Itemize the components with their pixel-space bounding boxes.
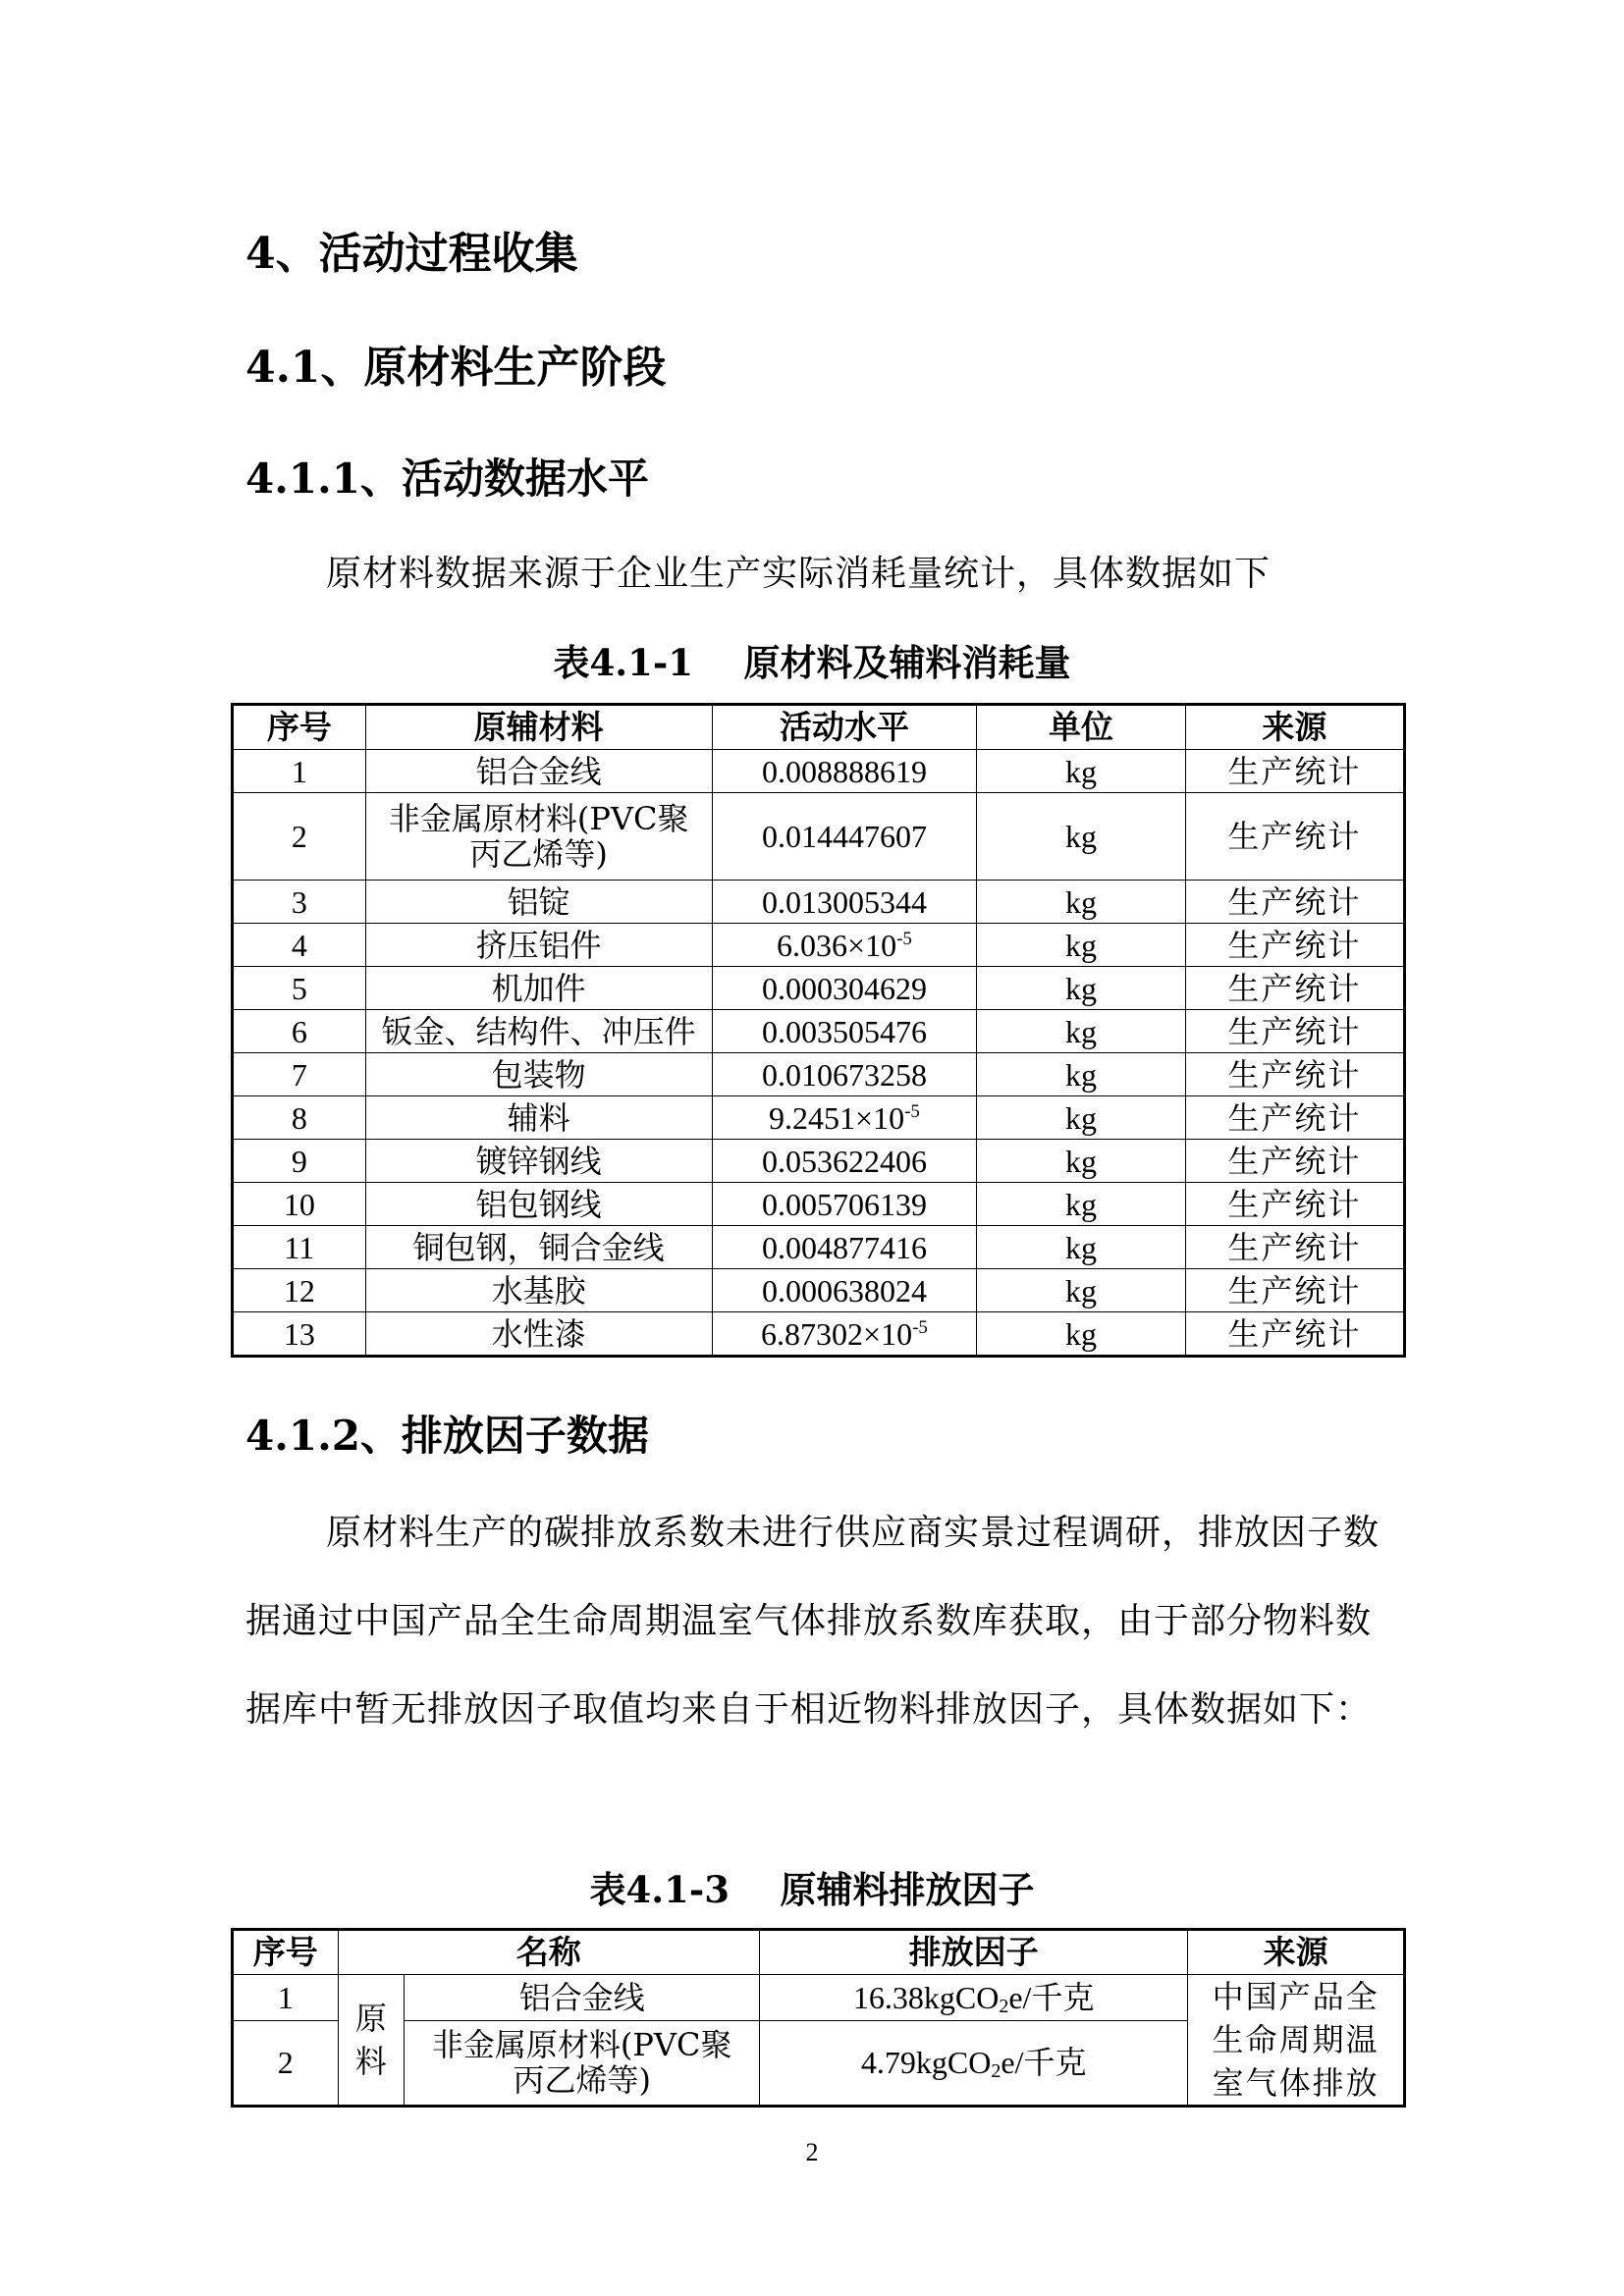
unit: kg [977, 924, 1185, 967]
unit: kg [977, 1010, 1185, 1053]
table-row [233, 1183, 1405, 1226]
material-name: 铝包钢线 [365, 1183, 712, 1226]
unit: kg [977, 1183, 1185, 1226]
table1-caption: 表4.1-1 原材料及辅料消耗量 [553, 641, 1071, 684]
emission-factor: 16.38kgCO$_2$e/千克 [760, 1975, 1188, 2021]
row-number: 1 [233, 750, 366, 793]
header-cell: 序号 [233, 1930, 339, 1975]
material-name: 挤压铝件 [365, 924, 712, 967]
source: 生产统计 [1185, 1183, 1404, 1226]
unit: kg [977, 1226, 1185, 1269]
material-name: 非金属原材料(PVC聚丙乙烯等) [405, 2020, 760, 2106]
section-heading: 4、活动过程收集 [245, 229, 578, 279]
table-row [233, 1010, 1405, 1053]
source: 生产统计 [1185, 1312, 1404, 1357]
activity-value: 0.053622406 [712, 1140, 977, 1183]
table-row [233, 1975, 1405, 2021]
header-cell: 活动水平 [712, 705, 977, 750]
source: 生产统计 [1185, 1140, 1404, 1183]
material-name: 铝锭 [365, 881, 712, 924]
table-row [233, 1226, 1405, 1269]
row-number: 9 [233, 1140, 366, 1183]
unit: kg [977, 1312, 1185, 1357]
table-header-row [233, 1930, 1405, 1975]
unit: kg [977, 1096, 1185, 1140]
activity-value: 0.014447607 [712, 793, 977, 881]
source: 生产统计 [1185, 1010, 1404, 1053]
activity-value: $6.87302\times 10^{-5}$ [712, 1312, 977, 1357]
source-cell [1188, 1975, 1405, 2107]
row-number: 7 [233, 1053, 366, 1096]
table-row [233, 967, 1405, 1010]
header-cell: 来源 [1188, 1930, 1405, 1975]
source: 生产统计 [1185, 1269, 1404, 1312]
activity-value: 0.008888619 [712, 750, 977, 793]
source: 生产统计 [1185, 924, 1404, 967]
activity-value: 0.004877416 [712, 1226, 977, 1269]
paragraph-activity-data: 原材料数据来源于企业生产实际消耗量统计，具体数据如下 [326, 554, 1272, 594]
activity-value: 0.000638024 [712, 1269, 977, 1312]
header-cell: 原辅材料 [365, 705, 712, 750]
category-label: 原料 [354, 2000, 387, 2080]
source: 生产统计 [1185, 1053, 1404, 1096]
table-row [233, 1053, 1405, 1096]
material-name: 铜包钢，铜合金线 [365, 1226, 712, 1269]
material-name: 水性漆 [365, 1312, 712, 1357]
row-number: 5 [233, 967, 366, 1010]
subsubsection-heading-activity: 4.1.1、活动数据水平 [245, 454, 649, 503]
activity-value: 0.005706139 [712, 1183, 977, 1226]
unit: kg [977, 1140, 1185, 1183]
table2-caption: 表4.1-3 原辅料排放因子 [589, 1868, 1035, 1911]
unit: kg [977, 881, 1185, 924]
unit: kg [977, 1053, 1185, 1096]
row-number: 2 [233, 793, 366, 881]
header-cell: 排放因子 [760, 1930, 1188, 1975]
material-name: 机加件 [365, 967, 712, 1010]
row-number: 11 [233, 1226, 366, 1269]
page-number: 2 [805, 2138, 819, 2166]
row-number: 8 [233, 1096, 366, 1140]
header-cell: 序号 [233, 705, 366, 750]
header-cell: 来源 [1185, 705, 1404, 750]
row-number: 2 [233, 2020, 339, 2106]
table-row [233, 924, 1405, 967]
source: 生产统计 [1185, 881, 1404, 924]
material-name: 钣金、结构件、冲压件 [365, 1010, 712, 1053]
source-label: 中国产品全生命周期温室气体排放 [1212, 1978, 1380, 2102]
table-header-row [233, 705, 1405, 750]
material-name: 镀锌钢线 [365, 1140, 712, 1183]
subsection-heading: 4.1、原材料生产阶段 [245, 343, 667, 393]
material-name: 包装物 [365, 1053, 712, 1096]
unit: kg [977, 793, 1185, 881]
source: 生产统计 [1185, 793, 1404, 881]
activity-value: 0.010673258 [712, 1053, 977, 1096]
activity-value: 0.013005344 [712, 881, 977, 924]
table-row [233, 750, 1405, 793]
source: 生产统计 [1185, 750, 1404, 793]
activity-value: 0.003505476 [712, 1010, 977, 1053]
header-cell: 名称 [338, 1930, 760, 1975]
material-name: 非金属原材料(PVC聚丙乙烯等) [365, 793, 712, 881]
row-number: 10 [233, 1183, 366, 1226]
source: 生产统计 [1185, 1096, 1404, 1140]
source: 生产统计 [1185, 1226, 1404, 1269]
row-number: 12 [233, 1269, 366, 1312]
material-name: 铝合金线 [365, 750, 712, 793]
activity-value: 0.000304629 [712, 967, 977, 1010]
unit: kg [977, 750, 1185, 793]
row-number: 1 [233, 1975, 339, 2021]
header-cell: 单位 [977, 705, 1185, 750]
table-material-consumption [231, 703, 1406, 1358]
unit: kg [977, 1269, 1185, 1312]
unit: kg [977, 967, 1185, 1010]
activity-value: $9.2451\times 10^{-5}$ [712, 1096, 977, 1140]
category-cell [338, 1975, 405, 2107]
table-body [233, 750, 1405, 1357]
row-number: 3 [233, 881, 366, 924]
table-emission-factors [231, 1928, 1406, 2108]
material-name: 铝合金线 [405, 1975, 760, 2021]
table-row [233, 1140, 1405, 1183]
table-row [233, 1096, 1405, 1140]
paragraph-emission-factors: 原材料生产的碳排放系数未进行供应商实景过程调研，排放因子数据通过中国产品全生命周期温室气体排放系数库获取，由于部分物料数据库中暂无排放因子取值均来自于相近物料排放因子，具体数据如下： [245, 1513, 1380, 1730]
table-row [233, 1312, 1405, 1357]
row-number: 6 [233, 1010, 366, 1053]
activity-value: $6.036\times 10^{-5}$ [712, 924, 977, 967]
table-row [233, 1269, 1405, 1312]
emission-factor: 4.79kgCO$_2$e/千克 [760, 2020, 1188, 2106]
subsubsection-heading-emission: 4.1.2、排放因子数据 [245, 1412, 649, 1460]
table-row [233, 793, 1405, 881]
material-name: 水基胶 [365, 1269, 712, 1312]
row-number: 4 [233, 924, 366, 967]
row-number: 13 [233, 1312, 366, 1357]
table-row [233, 881, 1405, 924]
source: 生产统计 [1185, 967, 1404, 1010]
material-name: 辅料 [365, 1096, 712, 1140]
